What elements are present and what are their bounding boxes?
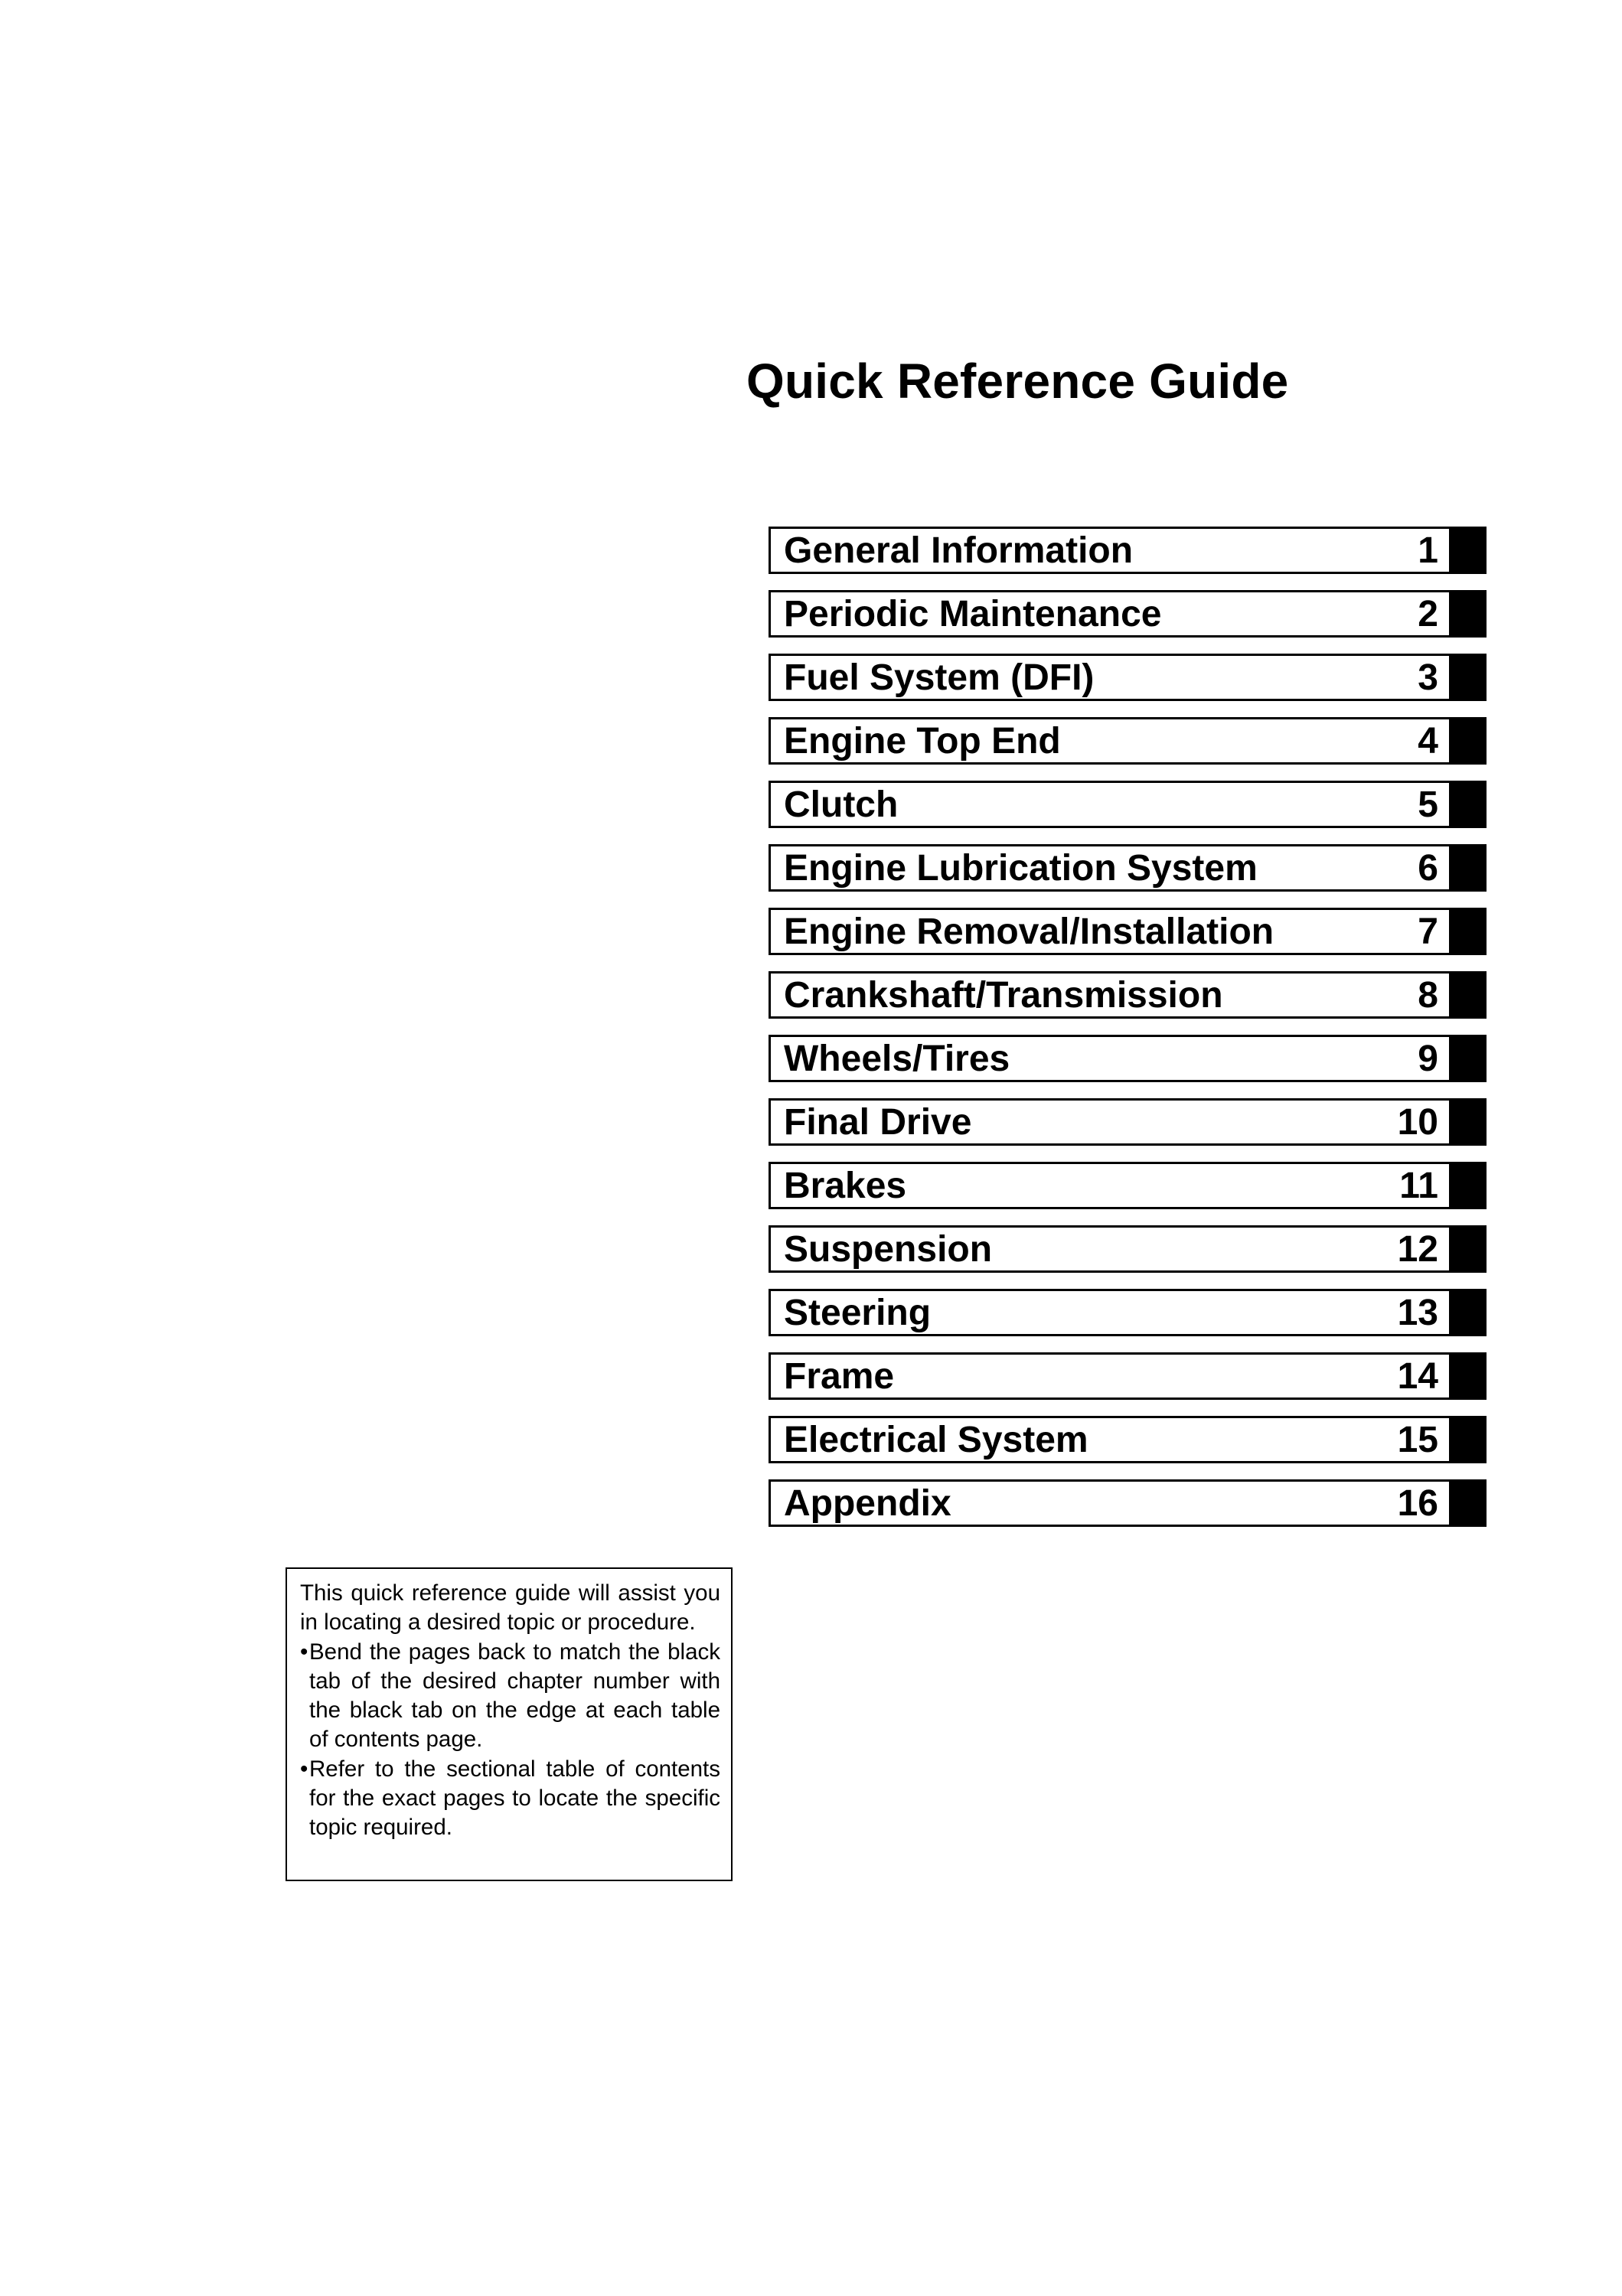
chapter-title: Steering <box>784 1293 932 1333</box>
chapter-box <box>769 844 1451 892</box>
chapter-title: Frame <box>784 1356 895 1397</box>
chapter-box <box>769 1162 1451 1209</box>
chapter-number: 7 <box>1418 912 1438 952</box>
chapter-box <box>769 971 1451 1019</box>
chapter-title: Periodic Maintenance <box>784 594 1162 634</box>
chapter-row-9[interactable] <box>769 1035 1487 1082</box>
usage-note-bullet <box>300 1638 720 1755</box>
chapter-number: 1 <box>1418 530 1438 571</box>
chapter-box <box>769 1035 1451 1082</box>
usage-note-bullet <box>300 1755 720 1843</box>
chapter-number: 11 <box>1399 1166 1438 1206</box>
chapter-title: Wheels/Tires <box>784 1039 1010 1079</box>
chapter-number: 5 <box>1418 784 1438 825</box>
usage-note-bullet-text: Bend the pages back to match the black tab of the desired chapter number with the black tab on the edge at each table of contents page. <box>309 1639 720 1753</box>
chapter-title: Engine Lubrication System <box>784 848 1258 889</box>
black-tab <box>1451 1162 1487 1209</box>
chapter-row-6[interactable] <box>769 844 1487 892</box>
chapter-box <box>769 717 1451 765</box>
chapter-box <box>769 1289 1451 1336</box>
chapter-row-5[interactable] <box>769 781 1487 828</box>
chapter-number: 4 <box>1418 721 1438 762</box>
chapter-number: 3 <box>1418 657 1438 698</box>
black-tab <box>1451 527 1487 574</box>
chapter-number: 9 <box>1418 1039 1438 1079</box>
chapter-box <box>769 590 1451 638</box>
chapter-row-13[interactable] <box>769 1289 1487 1336</box>
chapter-number: 15 <box>1397 1420 1438 1460</box>
usage-note-intro: This quick reference guide will assist you in locating a desired topic or procedure. <box>300 1580 720 1636</box>
black-tab <box>1451 971 1487 1019</box>
black-tab <box>1451 717 1487 765</box>
chapter-number: 13 <box>1397 1293 1438 1333</box>
chapter-number: 14 <box>1397 1356 1438 1397</box>
chapter-row-11[interactable] <box>769 1162 1487 1209</box>
black-tab <box>1451 1289 1487 1336</box>
bullet-marker: • <box>300 1639 308 1665</box>
chapter-box <box>769 908 1451 955</box>
chapter-title: Fuel System (DFI) <box>784 657 1095 698</box>
black-tab <box>1451 781 1487 828</box>
usage-note-bullet-text: Refer to the sectional table of contents for the exact pages to locate the specific topic required. <box>309 1756 720 1841</box>
chapter-number: 2 <box>1418 594 1438 634</box>
chapter-box <box>769 527 1451 574</box>
chapter-title: Engine Removal/Installation <box>784 912 1274 952</box>
chapter-number: 16 <box>1397 1483 1438 1524</box>
chapter-box <box>769 654 1451 701</box>
black-tab <box>1451 1479 1487 1527</box>
black-tab <box>1451 590 1487 638</box>
chapter-number: 10 <box>1397 1102 1438 1143</box>
black-tab <box>1451 1035 1487 1082</box>
chapter-row-8[interactable] <box>769 971 1487 1019</box>
chapter-title: Crankshaft/Transmission <box>784 975 1223 1016</box>
chapter-row-14[interactable] <box>769 1352 1487 1400</box>
black-tab <box>1451 1416 1487 1463</box>
chapter-title: Final Drive <box>784 1102 972 1143</box>
black-tab <box>1451 1352 1487 1400</box>
usage-note-box <box>286 1567 733 1881</box>
chapter-row-16[interactable] <box>769 1479 1487 1527</box>
chapter-row-12[interactable] <box>769 1225 1487 1273</box>
chapter-row-1[interactable] <box>769 527 1487 574</box>
chapter-box <box>769 1479 1451 1527</box>
black-tab <box>1451 1098 1487 1146</box>
chapter-number: 12 <box>1397 1229 1438 1270</box>
black-tab <box>1451 908 1487 955</box>
chapter-title: Engine Top End <box>784 721 1061 762</box>
black-tab <box>1451 844 1487 892</box>
chapter-title: Electrical System <box>784 1420 1088 1460</box>
chapter-index <box>769 527 1487 1543</box>
chapter-row-3[interactable] <box>769 654 1487 701</box>
chapter-box <box>769 1416 1451 1463</box>
chapter-row-7[interactable] <box>769 908 1487 955</box>
chapter-title: General Information <box>784 530 1134 571</box>
chapter-row-2[interactable] <box>769 590 1487 638</box>
chapter-box <box>769 1352 1451 1400</box>
chapter-row-4[interactable] <box>769 717 1487 765</box>
chapter-number: 6 <box>1418 848 1438 889</box>
page-title: Quick Reference Guide <box>746 354 1289 409</box>
chapter-box <box>769 1225 1451 1273</box>
chapter-box <box>769 1098 1451 1146</box>
chapter-title: Suspension <box>784 1229 993 1270</box>
chapter-title: Appendix <box>784 1483 951 1524</box>
chapter-row-15[interactable] <box>769 1416 1487 1463</box>
chapter-title: Clutch <box>784 784 899 825</box>
chapter-number: 8 <box>1418 975 1438 1016</box>
chapter-row-10[interactable] <box>769 1098 1487 1146</box>
black-tab <box>1451 654 1487 701</box>
chapter-box <box>769 781 1451 828</box>
black-tab <box>1451 1225 1487 1273</box>
chapter-title: Brakes <box>784 1166 907 1206</box>
bullet-marker: • <box>300 1756 308 1782</box>
